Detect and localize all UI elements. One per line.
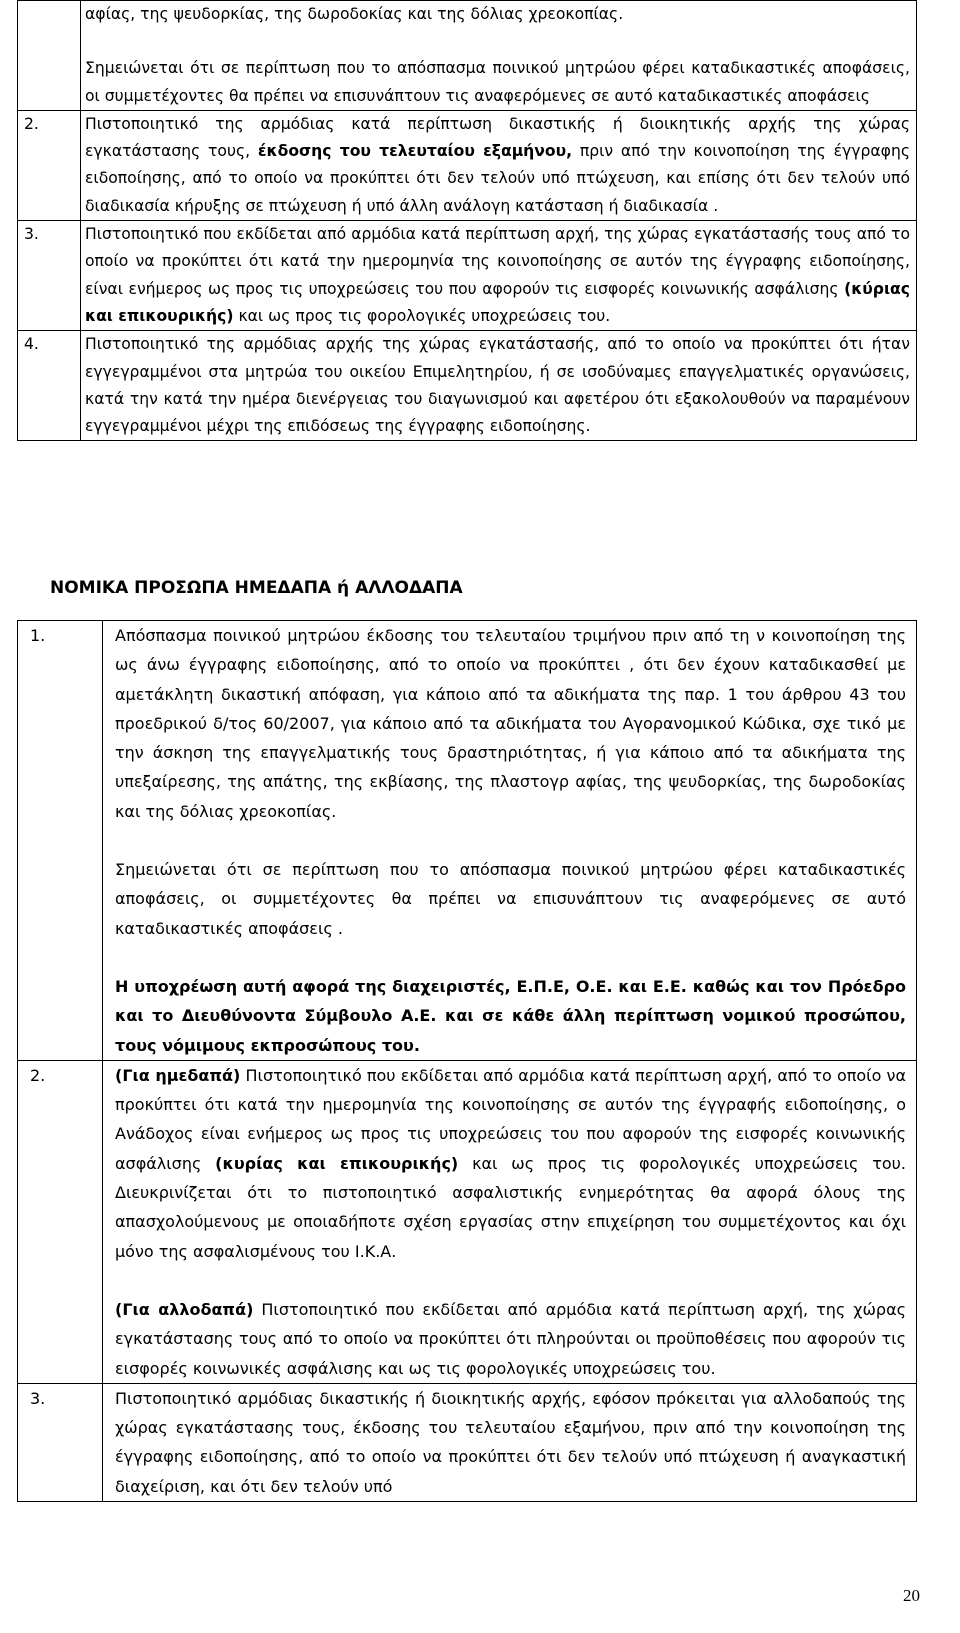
table-row [18, 1383, 917, 1501]
row-number: 3. [18, 221, 81, 331]
table-row [18, 621, 917, 1061]
row-content [103, 1060, 917, 1383]
requirements-table-continued [17, 0, 917, 441]
row-number: 1. [18, 621, 103, 1061]
row-content: Πιστοποιητικό της αρμόδιας αρχής της χώρας εγκατάστασής, από το οποίο να προκύπτει ότι ήταν εγγεγραμμένοι στα μητρώα του οικείου Επιμελητηρίου, ή σε ισοδύναμες επαγγελματικές οργανώσεις, κατά την κατά την ημέρα διενέργειας του διαγωνισμού και αφετέρου ότι εξακολουθούν να παραμένουν εγγεγραμμένοι μέχρι της επιδόσεως της έγγραφης ειδοποίησης. [81, 331, 917, 441]
paragraph: Απόσπασμα ποινικού μητρώου έκδοσης του τελευταίου τριμήνου πριν από τη ν κοινοποίηση της ως άνω έγγραφης ειδοποίησης, από το οποίο να προκύπτει , ότι δεν έχουν καταδικασθεί με αμετάκλητη δικαστική απόφαση, για κάποιο από τα αδικήματα της παρ. 1 του άρθρου 43 του προεδρικού δ/τος 60/2007, για κάποιο από τα αδικήματα του Αγορανομικού Κώδικα, σχε τικό με την άσκηση της επαγγελματικής τους δραστηριότητας, ή για κάποιο από τα αδικήματα της υπεξαίρεσης, της απάτης, της εκβίασης, της πλαστογρ αφίας, της ψευδορκίας, της δωροδοκίας και της δόλιας χρεοκοπίας. [115, 626, 906, 821]
bold-text: (κύριας και επικουρικής) [85, 279, 910, 325]
row-content: Πιστοποιητικό που εκδίδεται από αρμόδια κατά περίπτωση αρχή, της χώρας εγκατάστασής τους από το οποίο να προκύπτει ότι κατά την ημερομηνία της κοινοποίησης σε αυτόν της έγγραφης ειδοποίησης, είναι ενήμερος ως προς τις υποχρεώσεις του που αφορούν τις εισφορές κοινωνικής ασφάλισης (κύριας και επικουρικής) και ως προς τις φορολογικές υποχρεώσεις του. [81, 221, 917, 331]
paragraph: (Για αλλοδαπά) Πιστοποιητικό που εκδίδεται από αρμόδια κατά περίπτωση αρχή, της χώρας εγκατάστασης τους από το οποίο να προκύπτει ότι πληρούνται οι προϋποθέσεις που αφορούν τις εισφορές κοινωνικές ασφάλισης και ως τις φορολογικές υποχρεώσεις του. [115, 1299, 907, 1378]
row-content: Πιστοποιητικό της αρμόδιας κατά περίπτωση δικαστικής ή διοικητικής αρχής της χώρας εγκατάστασης τους, έκδοσης του τελευταίου εξαμήνου, πριν από την κοινοποίηση της έγγραφης ειδοποίησης, από το οποίο να προκύπτει ότι δεν τελούν υπό πτώχευση, και επίσης ότι δεν τελούν υπό διαδικασία κήρυξης σε πτώχευση ή υπό άλλη ανάλογη κατάσταση ή διαδικασία . [81, 110, 917, 220]
row-number: 4. [18, 331, 81, 441]
bold-paragraph: Η υποχρέωση αυτή αφορά της διαχειριστές, Ε.Π.Ε, Ο.Ε. και Ε.Ε. καθώς και τον Πρόεδρο και το Διευθύνοντα Σύμβουλο Α.Ε. και σε κάθε άλλη περίπτωση νομικού προσώπου, τους νόμιμους εκπροσώπους του. [115, 976, 906, 1055]
paragraph: Σημειώνεται ότι σε περίπτωση που το απόσπασμα ποινικού μητρώου φέρει καταδικαστικές αποφάσεις, οι συμμετέχοντες θα πρέπει να επισυνάπτουν τις αναφερόμενες σε αυτό καταδικαστικές αποφάσεις [85, 59, 910, 105]
table-row [18, 331, 917, 441]
paragraph: αφίας, της ψευδορκίας, της δωροδοκίας και της δόλιας χρεοκοπίας. [85, 5, 624, 23]
row-content [81, 1, 917, 111]
row-content: Πιστοποιητικό αρμόδιας δικαστικής ή διοικητικής αρχής, εφόσον πρόκειται για αλλοδαπούς της χώρας εγκατάστασης τους, έκδοσης του τελευταίου εξαμήνου, πριν από την κοινοποίηση της έγγραφης ειδοποίησης, από το οποίο να προκύπτει ότι δεν τελούν υπό πτώχευση ή αναγκαστική διαχείριση, και ότι δεν τελούν υπό [103, 1383, 917, 1501]
table-row [18, 1060, 917, 1383]
paragraph: Σημειώνεται ότι σε περίπτωση που το απόσπασμα ποινικού μητρώου φέρει καταδικαστικές αποφάσεις, οι συμμετέχοντες θα πρέπει να επισυνάπτουν τις αναφερόμενες σε αυτό καταδικαστικές αποφάσεις . [115, 860, 906, 938]
table-row [18, 221, 917, 331]
row-number: 3. [18, 1383, 103, 1501]
paragraph: (Για ημεδαπά) Πιστοποιητικό που εκδίδεται από αρμόδια κατά περίπτωση αρχή, από το οποίο να προκύπτει ότι κατά την ημερομηνία της κοινοποίησης σε αυτόν της έγγραφής ειδοποίησης, ο Ανάδοχος είναι ενήμερος ως προς τις υποχρεώσεις του που αφορούν της εισφορές κοινωνικής ασφάλισης (κυρίας και επικουρικής) και ως προς τις φορολογικές υποχρεώσεις του. Διευκρινίζεται ότι το πιστοποιητικό ασφαλιστικής ενημερότητας θα αφορά όλους της απασχολούμενους με οποιαδήποτε σχέση εργασίας στην επιχείρηση του συμμετέχοντος και όχι μόνο της ασφαλισμένους του Ι.Κ.Α. [115, 1065, 907, 1261]
table-row [18, 110, 917, 220]
table-row [18, 1, 917, 111]
row-number: 2. [18, 1060, 103, 1383]
legal-entities-table [17, 620, 917, 1502]
section-heading: ΝΟΜΙΚΑ ΠΡΟΣΩΠΑ ΗΜΕΔΑΠΑ ή ΑΛΛΟΔΑΠΑ [50, 578, 463, 598]
page-number: 20 [903, 1586, 920, 1605]
row-number: 2. [18, 110, 81, 220]
bold-text: έκδοσης του τελευταίου εξαμήνου, [257, 142, 573, 161]
row-content [103, 621, 917, 1061]
